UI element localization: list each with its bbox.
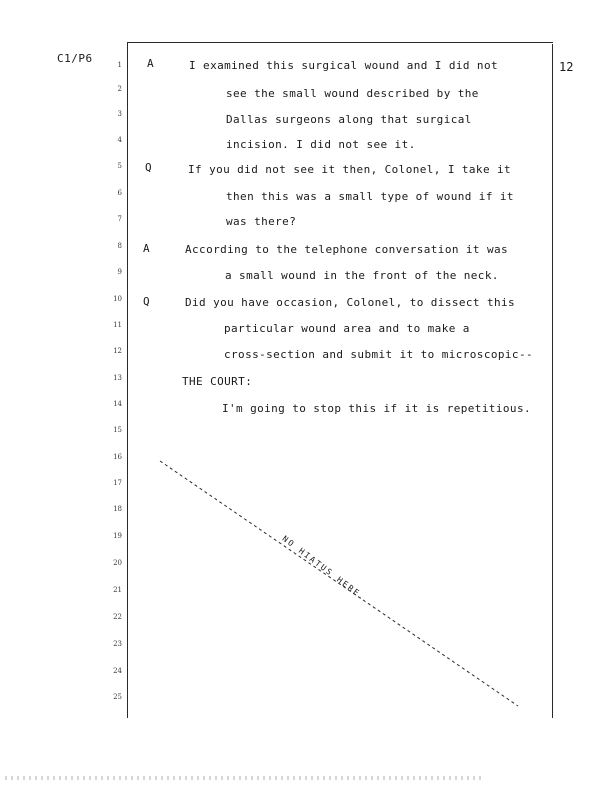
scan-artifact — [5, 776, 485, 780]
speaker-label: A — [147, 57, 154, 70]
line-number: 18 — [113, 505, 122, 513]
line-number: 16 — [113, 453, 122, 461]
transcript-line: a small wound in the front of the neck. — [225, 269, 499, 282]
line-number: 4 — [117, 136, 122, 144]
transcript-line: Did you have occasion, Colonel, to dissect this — [185, 296, 516, 309]
page-number: 12 — [559, 60, 574, 74]
line-number: 24 — [113, 667, 122, 675]
line-number: 1 — [117, 61, 122, 69]
line-number: 5 — [117, 162, 122, 170]
line-number: 8 — [117, 242, 122, 250]
transcript-line: incision. I did not see it. — [226, 138, 416, 151]
line-number: 20 — [113, 559, 122, 567]
transcript-line: I'm going to stop this if it is repetitious. — [222, 402, 531, 415]
line-number: 17 — [113, 479, 122, 487]
transcript-line: see the small wound described by the — [226, 87, 479, 100]
speaker-label: Q — [145, 161, 152, 174]
transcript-line: If you did not see it then, Colonel, I take it — [188, 163, 512, 176]
speaker-label: A — [143, 242, 150, 255]
line-number: 10 — [113, 295, 122, 303]
line-number: 6 — [117, 189, 122, 197]
line-number: 22 — [113, 613, 122, 621]
transcript-line: Dallas surgeons along that surgical — [226, 113, 472, 126]
line-number: 21 — [113, 586, 122, 594]
transcript-line: then this was a small type of wound if it — [226, 190, 514, 203]
page-reference: C1/P6 — [57, 52, 93, 65]
no-hiatus-stamp: NO HIATUS HERE. — [280, 534, 368, 603]
line-number: 19 — [113, 532, 122, 540]
transcript-line: was there? — [226, 215, 297, 228]
line-number: 12 — [113, 347, 122, 355]
line-number: 15 — [113, 426, 122, 434]
line-number: 7 — [117, 215, 122, 223]
transcript-line: cross-section and submit it to microscopic-- — [224, 348, 533, 361]
speaker-label: Q — [143, 295, 150, 308]
line-number: 3 — [117, 110, 122, 118]
line-number: 14 — [113, 400, 122, 408]
line-number: 25 — [113, 693, 122, 701]
line-number: 9 — [117, 268, 122, 276]
transcript-line: According to the telephone conversation it was — [185, 243, 509, 256]
transcript-line: particular wound area and to make a — [224, 322, 470, 335]
line-number: 11 — [113, 321, 122, 329]
line-number: 23 — [113, 640, 122, 648]
line-number: 2 — [117, 85, 122, 93]
line-number: 13 — [113, 374, 122, 382]
court-heading: THE COURT: — [182, 375, 253, 388]
transcript-line: I examined this surgical wound and I did not — [189, 59, 498, 72]
